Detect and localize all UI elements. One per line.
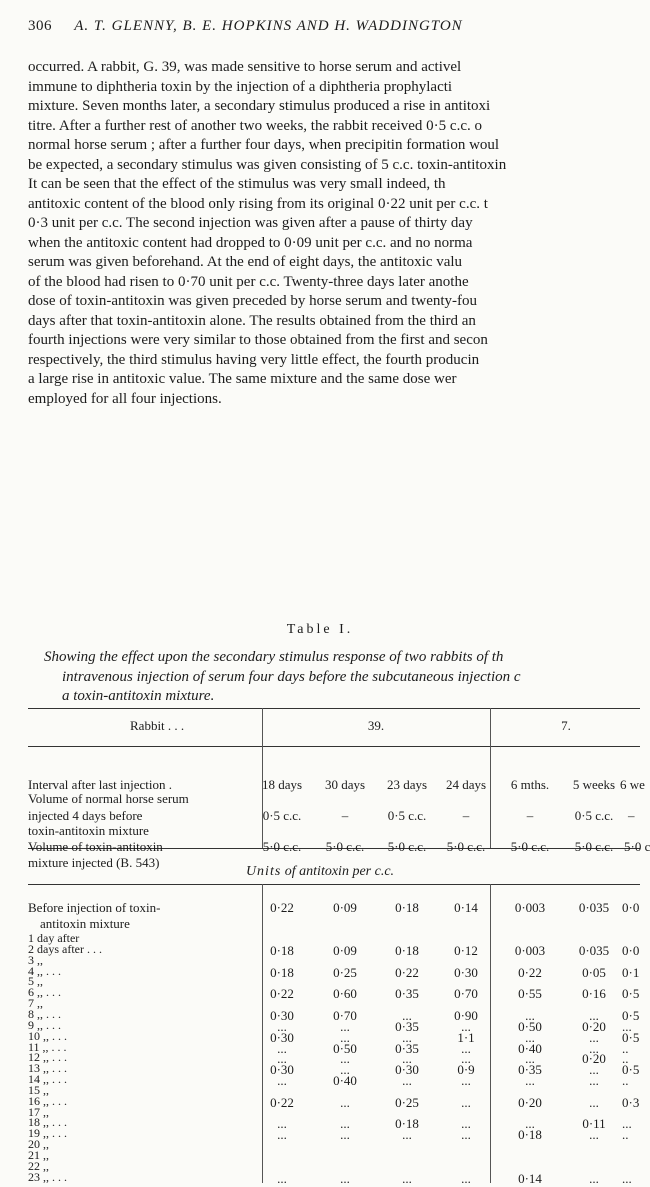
row-label: 18 ,, . . .	[28, 1115, 67, 1130]
interval-cell: 23 days	[386, 777, 428, 792]
table-cell: 0·30	[270, 1029, 294, 1045]
row-label: 11 ,, . . .	[28, 1039, 67, 1054]
row-label: 1 day after	[28, 931, 80, 945]
table-cell: 0·22	[395, 964, 419, 980]
table-cell: 0·18	[270, 942, 294, 958]
paragraph-line: of the blood had risen to 0·70 unit per c.c. Twenty-three days later anothe	[28, 273, 469, 290]
table-cell: 0·11	[582, 1116, 606, 1132]
table-divider	[262, 884, 263, 1183]
table-cell: ...	[340, 1094, 350, 1110]
row-label: 4 ,, . . .	[28, 963, 61, 978]
row-label: 2 days after . . .	[28, 941, 102, 956]
mixture-cell: 5·0 c	[624, 839, 650, 854]
table-cell: 0·09	[333, 900, 357, 915]
mixture-label: Volume of toxin-antitoxin	[28, 839, 163, 854]
table-cell: ...	[402, 1051, 412, 1067]
paragraph-line: fourth injections were very similar to those obtained from the first and secon	[28, 332, 488, 348]
table-cell: ...	[461, 1127, 471, 1143]
table-caption-line: a toxin-antitoxin mixture.	[62, 688, 215, 704]
row-label: 3 ,,	[28, 952, 43, 967]
serum-label: Volume of normal horse serum	[28, 791, 189, 806]
table-cell: 0·60	[333, 986, 357, 1002]
rabbit-7-header: 7.	[561, 718, 571, 733]
table-cell: ...	[589, 1040, 599, 1056]
table-cell: ...	[461, 1116, 471, 1132]
before-label: antitoxin mixture	[40, 916, 130, 931]
table-cell: 0·3	[622, 1094, 640, 1110]
table-cell: 0·1	[622, 964, 640, 980]
table-rule-top	[28, 708, 640, 709]
paragraph-line: antitoxic content of the blood only rising from its original 0·22 unit per c.c. t	[28, 195, 488, 212]
serum-cell: 0·5 c.c.	[574, 808, 614, 823]
paragraph-line: when the antitoxic content had dropped to 0·09 unit per c.c. and no norma	[28, 234, 473, 251]
row-label: 5 ,,	[28, 974, 43, 989]
table-cell: ...	[402, 1073, 412, 1089]
mixture-cell: 5·0 c.c.	[446, 839, 486, 854]
row-label: 7 ,,	[28, 996, 43, 1011]
table-cell: ...	[589, 1094, 599, 1110]
table-cell: ...	[402, 1127, 412, 1143]
table-cell: ...	[340, 1062, 350, 1078]
interval-label: Interval after last injection .	[28, 777, 173, 792]
serum-cell: –	[628, 808, 635, 823]
table-cell: 0·40	[518, 1040, 542, 1056]
row-label: 19 ,, . . .	[28, 1126, 67, 1141]
table-cell: 0·09	[333, 942, 357, 958]
row-label: 12 ,, . . .	[28, 1050, 67, 1065]
table-cell: 0·35	[395, 1018, 419, 1034]
interval-cell: 6 mths.	[510, 777, 550, 792]
mixture-label: mixture injected (B. 543)	[28, 855, 160, 870]
row-label: 9 ,, . . .	[28, 1017, 61, 1032]
table-cell: ...	[589, 1073, 599, 1089]
page-number: 306	[28, 18, 52, 34]
table-cell: 0·50	[518, 1018, 542, 1034]
row-label: 21 ,,	[28, 1148, 49, 1162]
table-cell: 0·003	[514, 900, 546, 915]
paragraph-line: respectively, the third stimulus having very little effect, the fourth producin	[28, 351, 480, 368]
row-label: 14 ,, . . .	[28, 1072, 67, 1087]
table-cell: 0·90	[454, 1007, 478, 1023]
table-rule	[28, 884, 640, 885]
row-label: 6 ,, . . .	[28, 985, 61, 1000]
table-cell: 0·035	[578, 900, 610, 915]
paragraph-line: employed for all four injections.	[28, 390, 222, 407]
rabbit-39-header: 39.	[367, 718, 385, 733]
table-cell: 0·5	[622, 1007, 640, 1023]
mixture-cell: 5·0 c.c.	[325, 839, 365, 854]
paragraph-line: immune to diphtheria toxin by the injection of a diphtheria prophylacti	[28, 78, 453, 95]
before-label: Before injection of toxin-	[28, 900, 161, 915]
rabbit-label: Rabbit . . .	[130, 718, 185, 733]
paragraph-line: be expected, a secondary stimulus was given consisting of 5 c.c. toxin-antitoxin	[28, 156, 507, 173]
serum-cell: –	[341, 808, 349, 823]
running-head-authors: A. T. GLENNY, B. E. HOPKINS AND H. WADDINGTON	[74, 18, 463, 34]
table-rule	[28, 746, 640, 747]
paragraph-line: dose of toxin-antitoxin was given preceded by horse serum and twenty-fou	[28, 293, 478, 309]
mixture-cell: 5·0 c.c.	[262, 839, 302, 854]
mixture-cell: 5·0 c.c.	[574, 839, 614, 854]
table-cell: 0·0	[622, 900, 640, 915]
mixture-cell: 5·0 c.c.	[387, 839, 427, 854]
row-label: 15 ,,	[28, 1082, 49, 1097]
table-cell: ...	[525, 1051, 535, 1067]
interval-cell: 30 days	[324, 777, 366, 792]
paragraph-line: a large rise in antitoxic value. The same mixture and the same dose wer	[28, 371, 457, 387]
paragraph-line: normal horse serum ; after a further four days, when precipitin formation woul	[28, 137, 500, 153]
units-rest: of antitoxin per c.c.	[284, 864, 395, 879]
row-label: 10 ,, . . .	[28, 1028, 67, 1043]
table-cell: 0·55	[518, 986, 542, 1002]
table-cell: ...	[277, 1116, 287, 1132]
table-cell: 0·05	[582, 964, 606, 980]
table-cell: 0·22	[518, 964, 542, 980]
table-cell: ...	[340, 1116, 350, 1132]
table-cell: ...	[277, 1018, 287, 1034]
table-cell: 0·20	[582, 1051, 606, 1067]
paragraph-line: 0·3 unit per c.c. The second injection was given after a pause of thirty day	[28, 215, 473, 231]
table-cell: ...	[525, 1007, 535, 1023]
table-cell: ...	[340, 1051, 350, 1067]
table-cell: ...	[461, 1094, 471, 1110]
table-cell: 0·25	[333, 964, 357, 980]
serum-label: injected 4 days before	[28, 808, 143, 823]
table-cell: ...	[277, 1040, 287, 1056]
table-cell: ...	[277, 1170, 287, 1186]
table-cell: 0·22	[270, 900, 294, 915]
table-cell: 0·0	[622, 942, 640, 958]
table-cell: 0·40	[333, 1073, 357, 1089]
table-cell: 0·12	[454, 942, 478, 958]
row-label: 17 ,,	[28, 1104, 49, 1119]
mixture-cell: 5·0 c.c.	[510, 839, 550, 854]
table-cell: ...	[589, 1029, 599, 1045]
table-cell: 0·18	[395, 900, 419, 915]
table-cell: 0·003	[514, 942, 546, 958]
table-cell: 0·14	[454, 900, 478, 915]
paragraph-line: days after that toxin-antitoxin alone. The results obtained from the third an	[28, 312, 476, 329]
paragraph-line: serum was given beforehand. At the end of eight days, the antitoxic valu	[28, 254, 463, 270]
table-cell: ...	[525, 1029, 535, 1045]
table-cell: ...	[277, 1073, 287, 1089]
table-cell: 0·30	[270, 1062, 294, 1078]
table-cell: ...	[622, 1116, 632, 1132]
table-cell: 0·50	[333, 1040, 357, 1056]
paragraph-line: mixture. Seven months later, a secondary stimulus produced a rise in antitoxi	[28, 98, 491, 114]
table-cell: ...	[622, 1170, 632, 1186]
table-cell: 0·22	[270, 986, 294, 1002]
table-cell: 0·70	[454, 986, 478, 1002]
table-cell: ...	[340, 1170, 350, 1186]
table-cell: 0·035	[578, 942, 610, 958]
table-cell: 0·16	[582, 986, 606, 1002]
table-caption-line: Showing the effect upon the secondary stimulus response of two rabbits of th	[44, 649, 504, 665]
table-cell: 0·18	[395, 1116, 419, 1132]
table-cell: ...	[525, 1116, 535, 1132]
table-cell: ...	[277, 1051, 287, 1067]
table-cell: ...	[461, 1051, 471, 1067]
table-divider	[490, 708, 491, 848]
table-cell: 0·20	[582, 1018, 606, 1034]
table-cell: 0·5	[622, 1062, 640, 1078]
table-cell: ...	[277, 1127, 287, 1143]
interval-cell: 18 days	[261, 777, 303, 792]
table-cell: 0·35	[518, 1062, 542, 1078]
table-cell: 0·18	[395, 942, 419, 958]
row-label: 20 ,,	[28, 1137, 49, 1152]
table-cell: ...	[402, 1029, 412, 1045]
serum-cell: 0·5 c.c.	[262, 808, 302, 823]
table-cell: ...	[622, 1018, 632, 1034]
row-label: 22 ,,	[28, 1158, 49, 1173]
serum-cell: 0·5 c.c.	[387, 808, 427, 823]
interval-cell: 5 weeks	[572, 777, 616, 792]
table-cell: ...	[589, 1007, 599, 1023]
table-cell: ...	[340, 1018, 350, 1034]
table-cell: 0·5	[622, 1029, 640, 1045]
row-label: 23 ,, . . .	[28, 1169, 67, 1184]
table-divider	[490, 884, 491, 1183]
table-cell: 0·14	[518, 1170, 542, 1186]
table-cell: ...	[461, 1018, 471, 1034]
table-cell: ...	[340, 1127, 350, 1143]
table-cell: ...	[461, 1073, 471, 1089]
serum-cell: –	[462, 808, 470, 823]
table-cell: 0·35	[395, 986, 419, 1002]
table-cell: ...	[402, 1007, 412, 1023]
table-cell: 0·9	[457, 1062, 475, 1078]
table-cell: ...	[589, 1062, 599, 1078]
table-cell: ...	[461, 1040, 471, 1056]
table-title: Table I.	[286, 622, 354, 637]
table-caption-line: intravenous injection of serum four days before the subcutaneous injection c	[62, 668, 521, 685]
table-cell: 1·1	[457, 1029, 475, 1045]
table-cell: 0·18	[518, 1127, 542, 1143]
table-cell: 0·30	[454, 964, 478, 980]
paragraph-line: occurred. A rabbit, G. 39, was made sensitive to horse serum and activel	[28, 59, 462, 75]
interval-cell: 24 days	[445, 777, 487, 792]
table-cell: ...	[589, 1127, 599, 1143]
table-cell: ..	[622, 1051, 629, 1067]
table-cell: 0·22	[270, 1094, 294, 1110]
serum-label: toxin-antitoxin mixture	[28, 823, 149, 838]
table-cell: 0·30	[270, 1007, 294, 1023]
table-cell: ...	[589, 1170, 599, 1186]
table-cell: 0·5	[622, 986, 640, 1002]
table-cell: ...	[461, 1170, 471, 1186]
table-cell: ...	[402, 1170, 412, 1186]
table-cell: 0·18	[270, 964, 294, 980]
table-cell: ...	[340, 1029, 350, 1045]
row-label: 16 ,, . . .	[28, 1093, 67, 1108]
table-cell: 0·35	[395, 1040, 419, 1056]
paragraph-line: titre. After a further rest of another two weeks, the rabbit received 0·5 c.c. o	[28, 117, 482, 134]
table-cell: ...	[525, 1073, 535, 1089]
table-cell: ..	[622, 1073, 629, 1089]
table-cell: 0·70	[333, 1007, 357, 1023]
row-label: 13 ,, . . .	[28, 1061, 67, 1076]
units-word: Units	[245, 864, 282, 879]
interval-cell: 6 we	[620, 777, 645, 792]
units-subheader	[0, 864, 640, 880]
table-cell: ..	[622, 1040, 629, 1056]
paragraph-line: It can be seen that the effect of the stimulus was very small indeed, th	[28, 176, 446, 192]
table-cell: 0·30	[395, 1062, 419, 1078]
table-cell: 0·25	[395, 1094, 419, 1110]
table-cell: ..	[622, 1127, 629, 1143]
serum-cell: –	[526, 808, 534, 823]
table-cell: 0·20	[518, 1094, 542, 1110]
row-label: 8 ,, . . .	[28, 1006, 61, 1021]
